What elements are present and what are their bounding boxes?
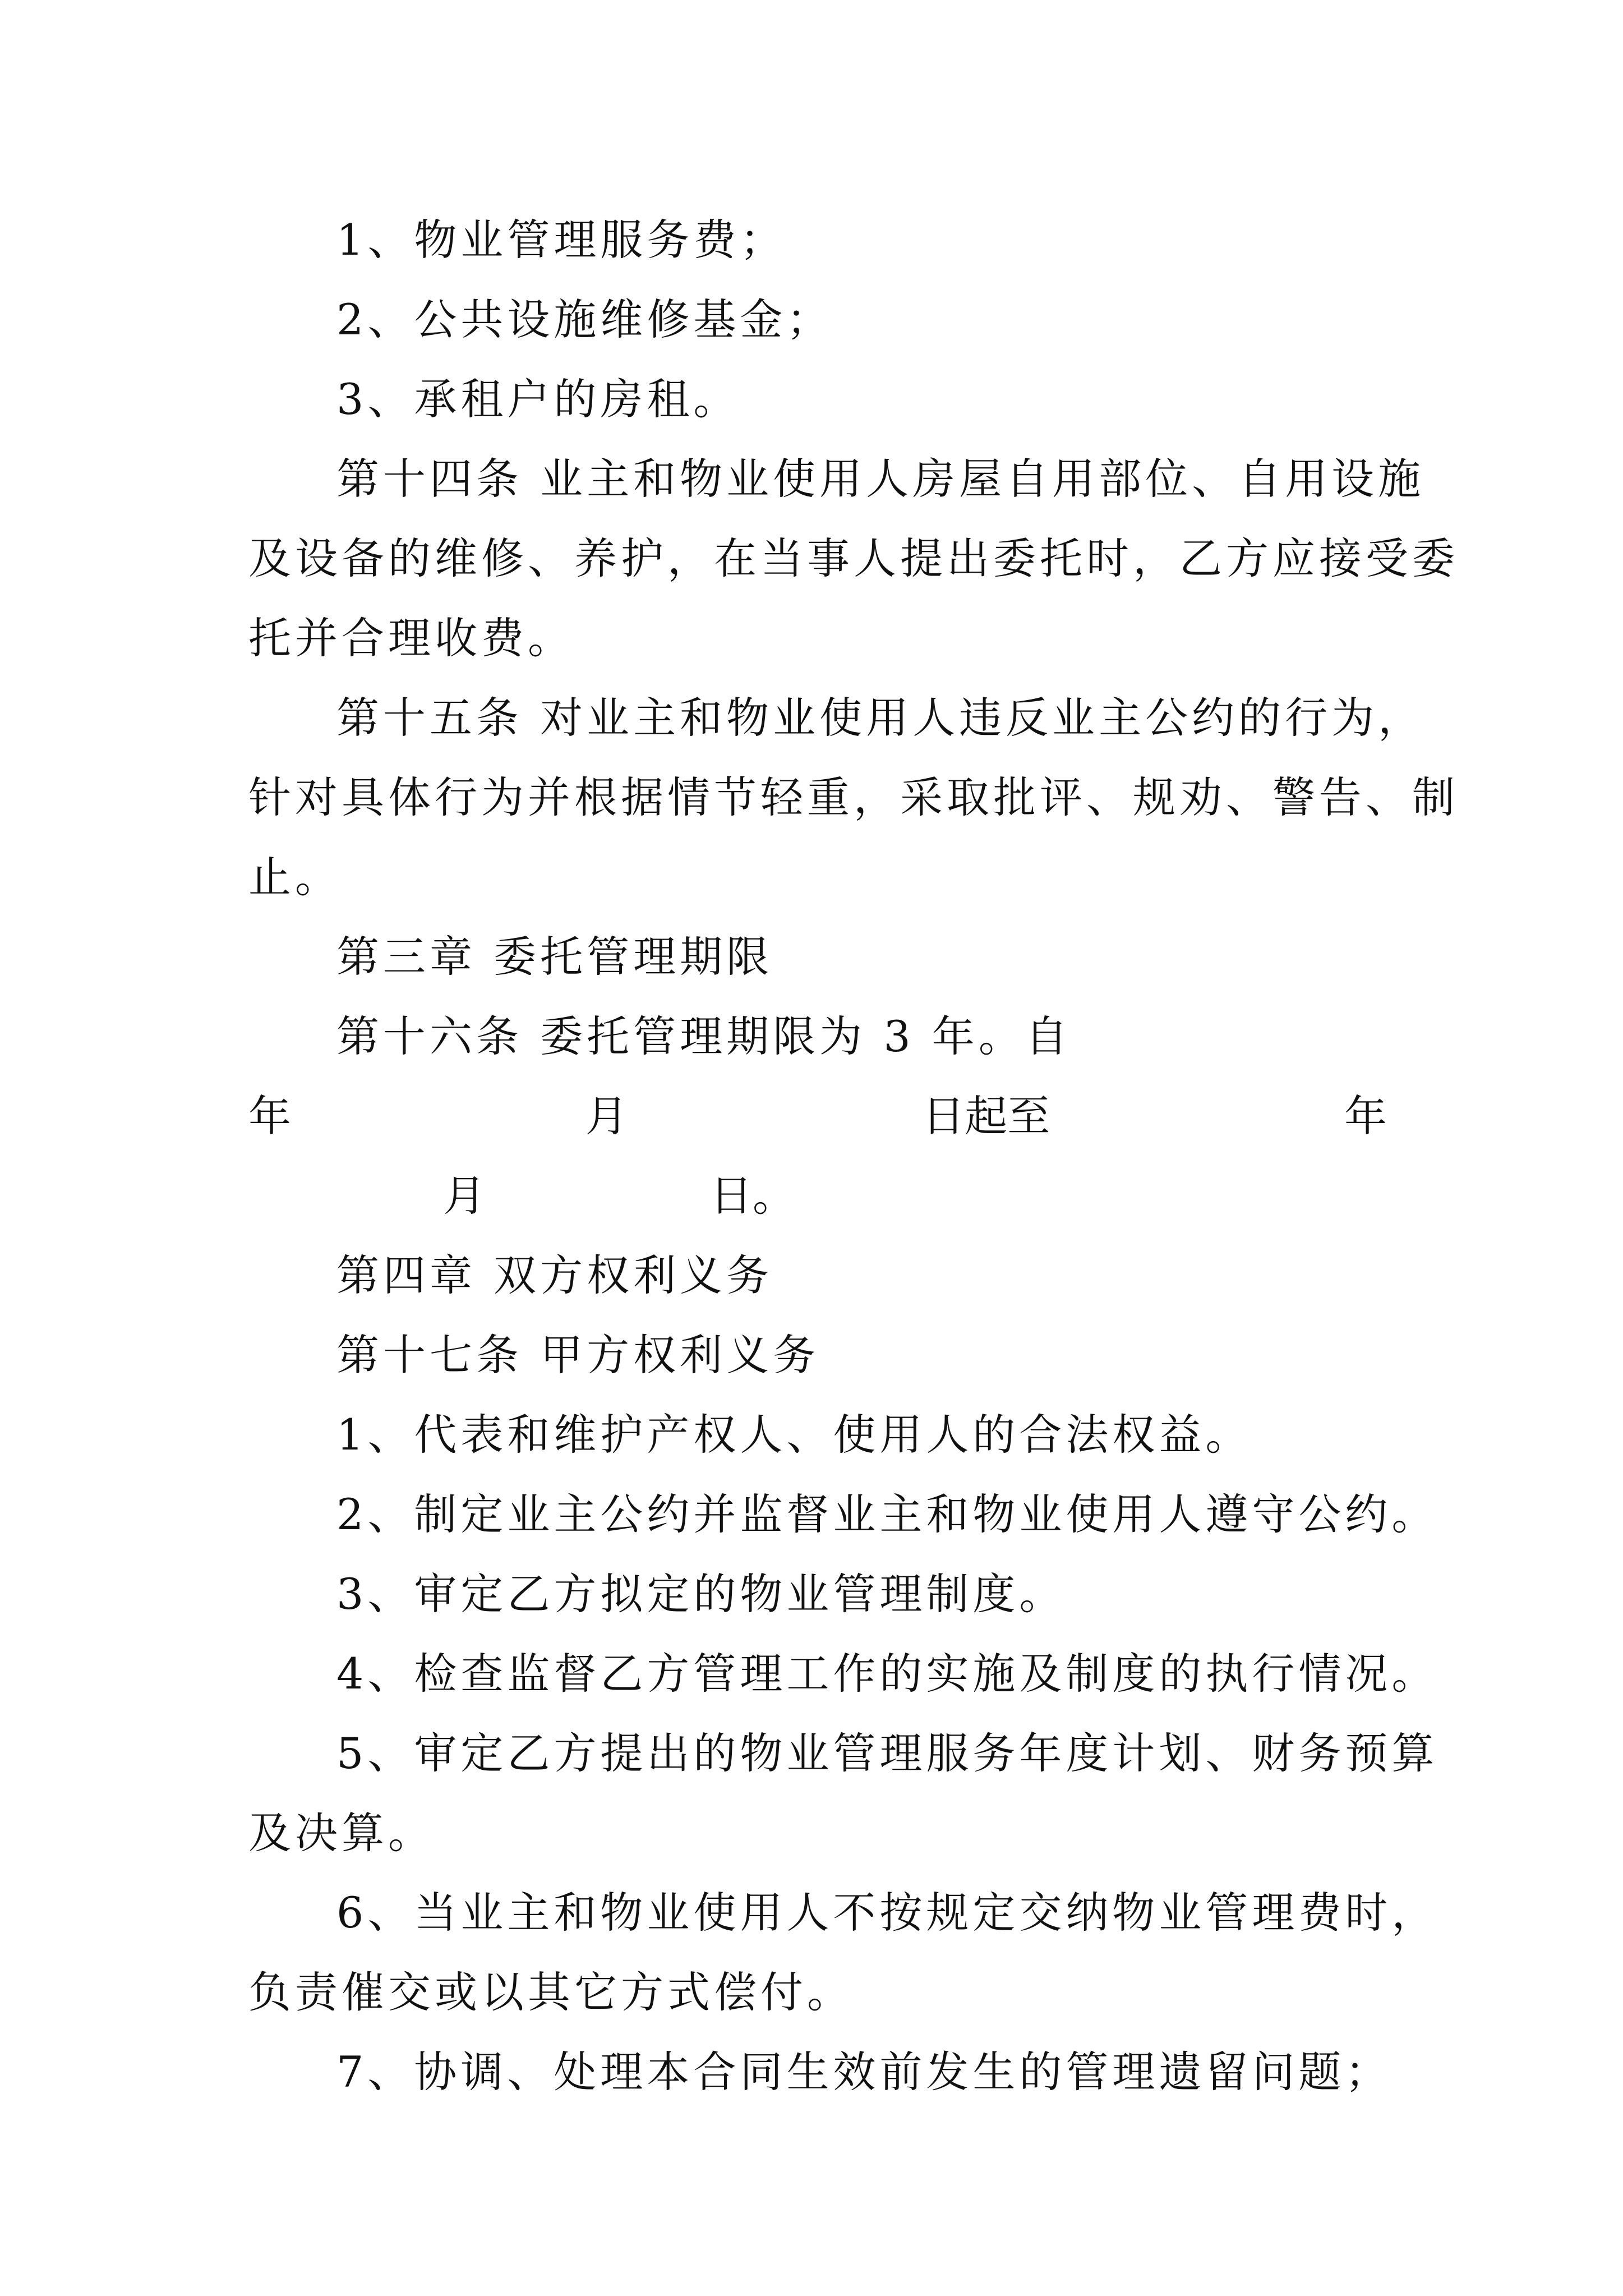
party-a-item-7: 7、协调、处理本合同生效前发生的管理遗留问题； xyxy=(336,2047,1392,2097)
party-a-item-2: 2、制定业主公约并监督业主和物业使用人遵守公约。 xyxy=(336,1489,1438,1539)
article-14-line-1: 第十四条 业主和物业使用人房屋自用部位、自用设施 xyxy=(336,454,1425,504)
party-a-item-5-line-2: 及决算。 xyxy=(248,1808,435,1858)
chapter-3-heading: 第三章 委托管理期限 xyxy=(336,932,773,982)
date-month-label: 月 xyxy=(585,1091,628,1141)
party-a-item-3: 3、审定乙方拟定的物业管理制度。 xyxy=(336,1569,1066,1619)
date-year-label: 年 xyxy=(248,1091,291,1141)
party-a-item-5-line-1: 5、审定乙方提出的物业管理服务年度计划、财务预算 xyxy=(336,1728,1438,1778)
fee-item-2: 2、公共设施维修基金； xyxy=(336,295,833,344)
party-a-item-1: 1、代表和维护产权人、使用人的合法权益。 xyxy=(336,1410,1252,1460)
fee-item-3: 3、承租户的房租。 xyxy=(336,374,740,424)
date-year-label: 年 xyxy=(1344,1091,1387,1141)
chapter-4-heading: 第四章 双方权利义务 xyxy=(336,1250,773,1300)
article-16-line-1: 第十六条 委托管理期限为 3 年。自 xyxy=(336,1011,1072,1061)
date-day-to-label: 日起至 xyxy=(922,1091,1050,1141)
article-15-line-3: 止。 xyxy=(248,852,342,902)
party-a-item-6-line-1: 6、当业主和物业使用人不按规定交纳物业管理费时， xyxy=(336,1888,1438,1938)
date-month-label: 月 xyxy=(443,1171,486,1221)
article-16-date-start xyxy=(248,1088,1387,1144)
article-15-line-2: 针对具体行为并根据情节轻重，采取批评、规劝、警告、制 xyxy=(248,772,1459,822)
article-14-line-3: 托并合理收费。 xyxy=(248,613,574,663)
article-17-heading: 第十七条 甲方权利义务 xyxy=(336,1330,820,1380)
fee-item-1: 1、物业管理服务费； xyxy=(336,215,787,265)
party-a-item-6-line-2: 负责催交或以其它方式偿付。 xyxy=(248,1967,854,2017)
party-a-item-4: 4、检查监督乙方管理工作的实施及制度的执行情况。 xyxy=(336,1649,1438,1699)
date-day-label: 日。 xyxy=(710,1171,795,1221)
article-15-line-1: 第十五条 对业主和物业使用人违反业主公约的行为， xyxy=(336,693,1425,743)
article-14-line-2: 及设备的维修、养护，在当事人提出委托时，乙方应接受委 xyxy=(248,533,1459,583)
